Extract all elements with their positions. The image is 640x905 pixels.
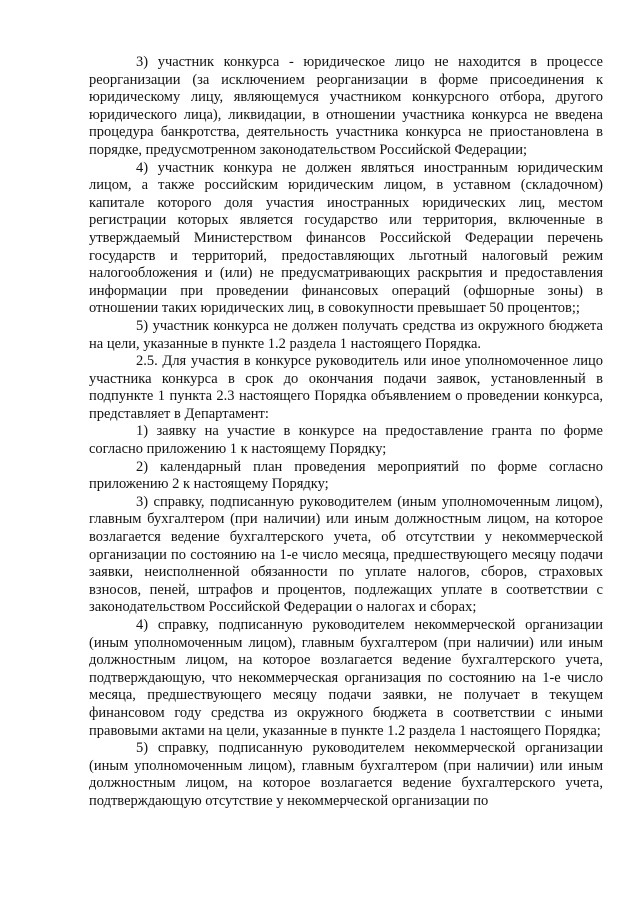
paragraph-section-2-5: 2.5. Для участия в конкурсе руководитель или иное уполномоченное лицо участника конкурса в срок до окончания подачи заявок, установленный в подпункте 1 пункта 2.3 настоящего Порядка объявлением о проведении конкурса, представляет в Департамент: bbox=[89, 353, 603, 422]
document-page bbox=[89, 54, 603, 811]
paragraph-item-5-budget-funds: 5) участник конкурса не должен получать средства из окружного бюджета на цели, указанные в пункте 1.2 раздела 1 настоящего Порядка. bbox=[89, 317, 603, 352]
paragraph-item-5-certificate: 5) справку, подписанную руководителем некоммерческой организации (иным уполномоченным лицом), главным бухгалтером (при наличии) или иным должностным лицом, на которое возлагается ведение бухгалтерского учета, подтверждающую отсутствие у некоммерческой организации по bbox=[89, 740, 603, 809]
paragraph-item-2-calendar-plan: 2) календарный план проведения мероприятий по форме согласно приложению 2 к настоящему Порядку; bbox=[89, 458, 603, 493]
paragraph-item-3-tax-certificate: 3) справку, подписанную руководителем (иным уполномоченным лицом), главным бухгалтером (при наличии) или иным должностным лицом, на которое возлагается ведение бухгалтерского учета, об отсутствии у некоммерческой организации по состоянию на 1-е число месяца, предшествующего месяцу подачи заявки, неисполненной обязанности по уплате налогов, сборов, страховых взносов, пеней, штрафов и процентов, подлежащих уплате в соответствии с законодательством Российской Федерации о налогах и сборах; bbox=[89, 493, 603, 616]
paragraph-item-4-no-funds-certificate: 4) справку, подписанную руководителем некоммерческой организации (иным уполномоченным лицом), главным бухгалтером (при наличии) или иным должностным лицом, на которое возлагается ведение бухгалтерского учета, подтверждающую, что некоммерческая организация по состоянию на 1-е число месяца, предшествующего месяцу подачи заявки, не получает в текущем финансовом году средства из окружного бюджета в соответствии с иными правовыми актами на цели, указанные в пункте 1.2 раздела 1 настоящего Порядка; bbox=[89, 617, 603, 739]
paragraph-item-1-application: 1) заявку на участие в конкурсе на предоставление гранта по форме согласно приложению 1 к настоящему Порядку; bbox=[89, 423, 603, 458]
paragraph-item-4-foreign-entity: 4) участник конкура не должен являться иностранным юридическим лицом, а также российским юридическим лицом, в уставном (складочном) капитале которого доля участия иностранных юридических лиц, местом регистрации которых является государство или территория, включенные в утверждаемый Министерством финансов Российской Федерации перечень государств и территорий, предоставляющих льготный налоговый режим налогообложения и (или) не предусматривающих раскрытия и предоставления информации при проведении финансовых операций (офшорные зоны) в отношении таких юридических лиц, в совокупности превышает 50 процентов;; bbox=[89, 159, 603, 317]
paragraph-item-3-reorganization: 3) участник конкурса - юридическое лицо не находится в процессе реорганизации (за исключением реорганизации в форме присоединения к юридическому лицу, являющемуся участником конкурсного отбора, другого юридического лица), ликвидации, в отношении участника конкурса не введена процедура банкротства, деятельность участника конкурса не приостановлена в порядке, предусмотренном законодательством Российской Федерации; bbox=[89, 54, 603, 158]
